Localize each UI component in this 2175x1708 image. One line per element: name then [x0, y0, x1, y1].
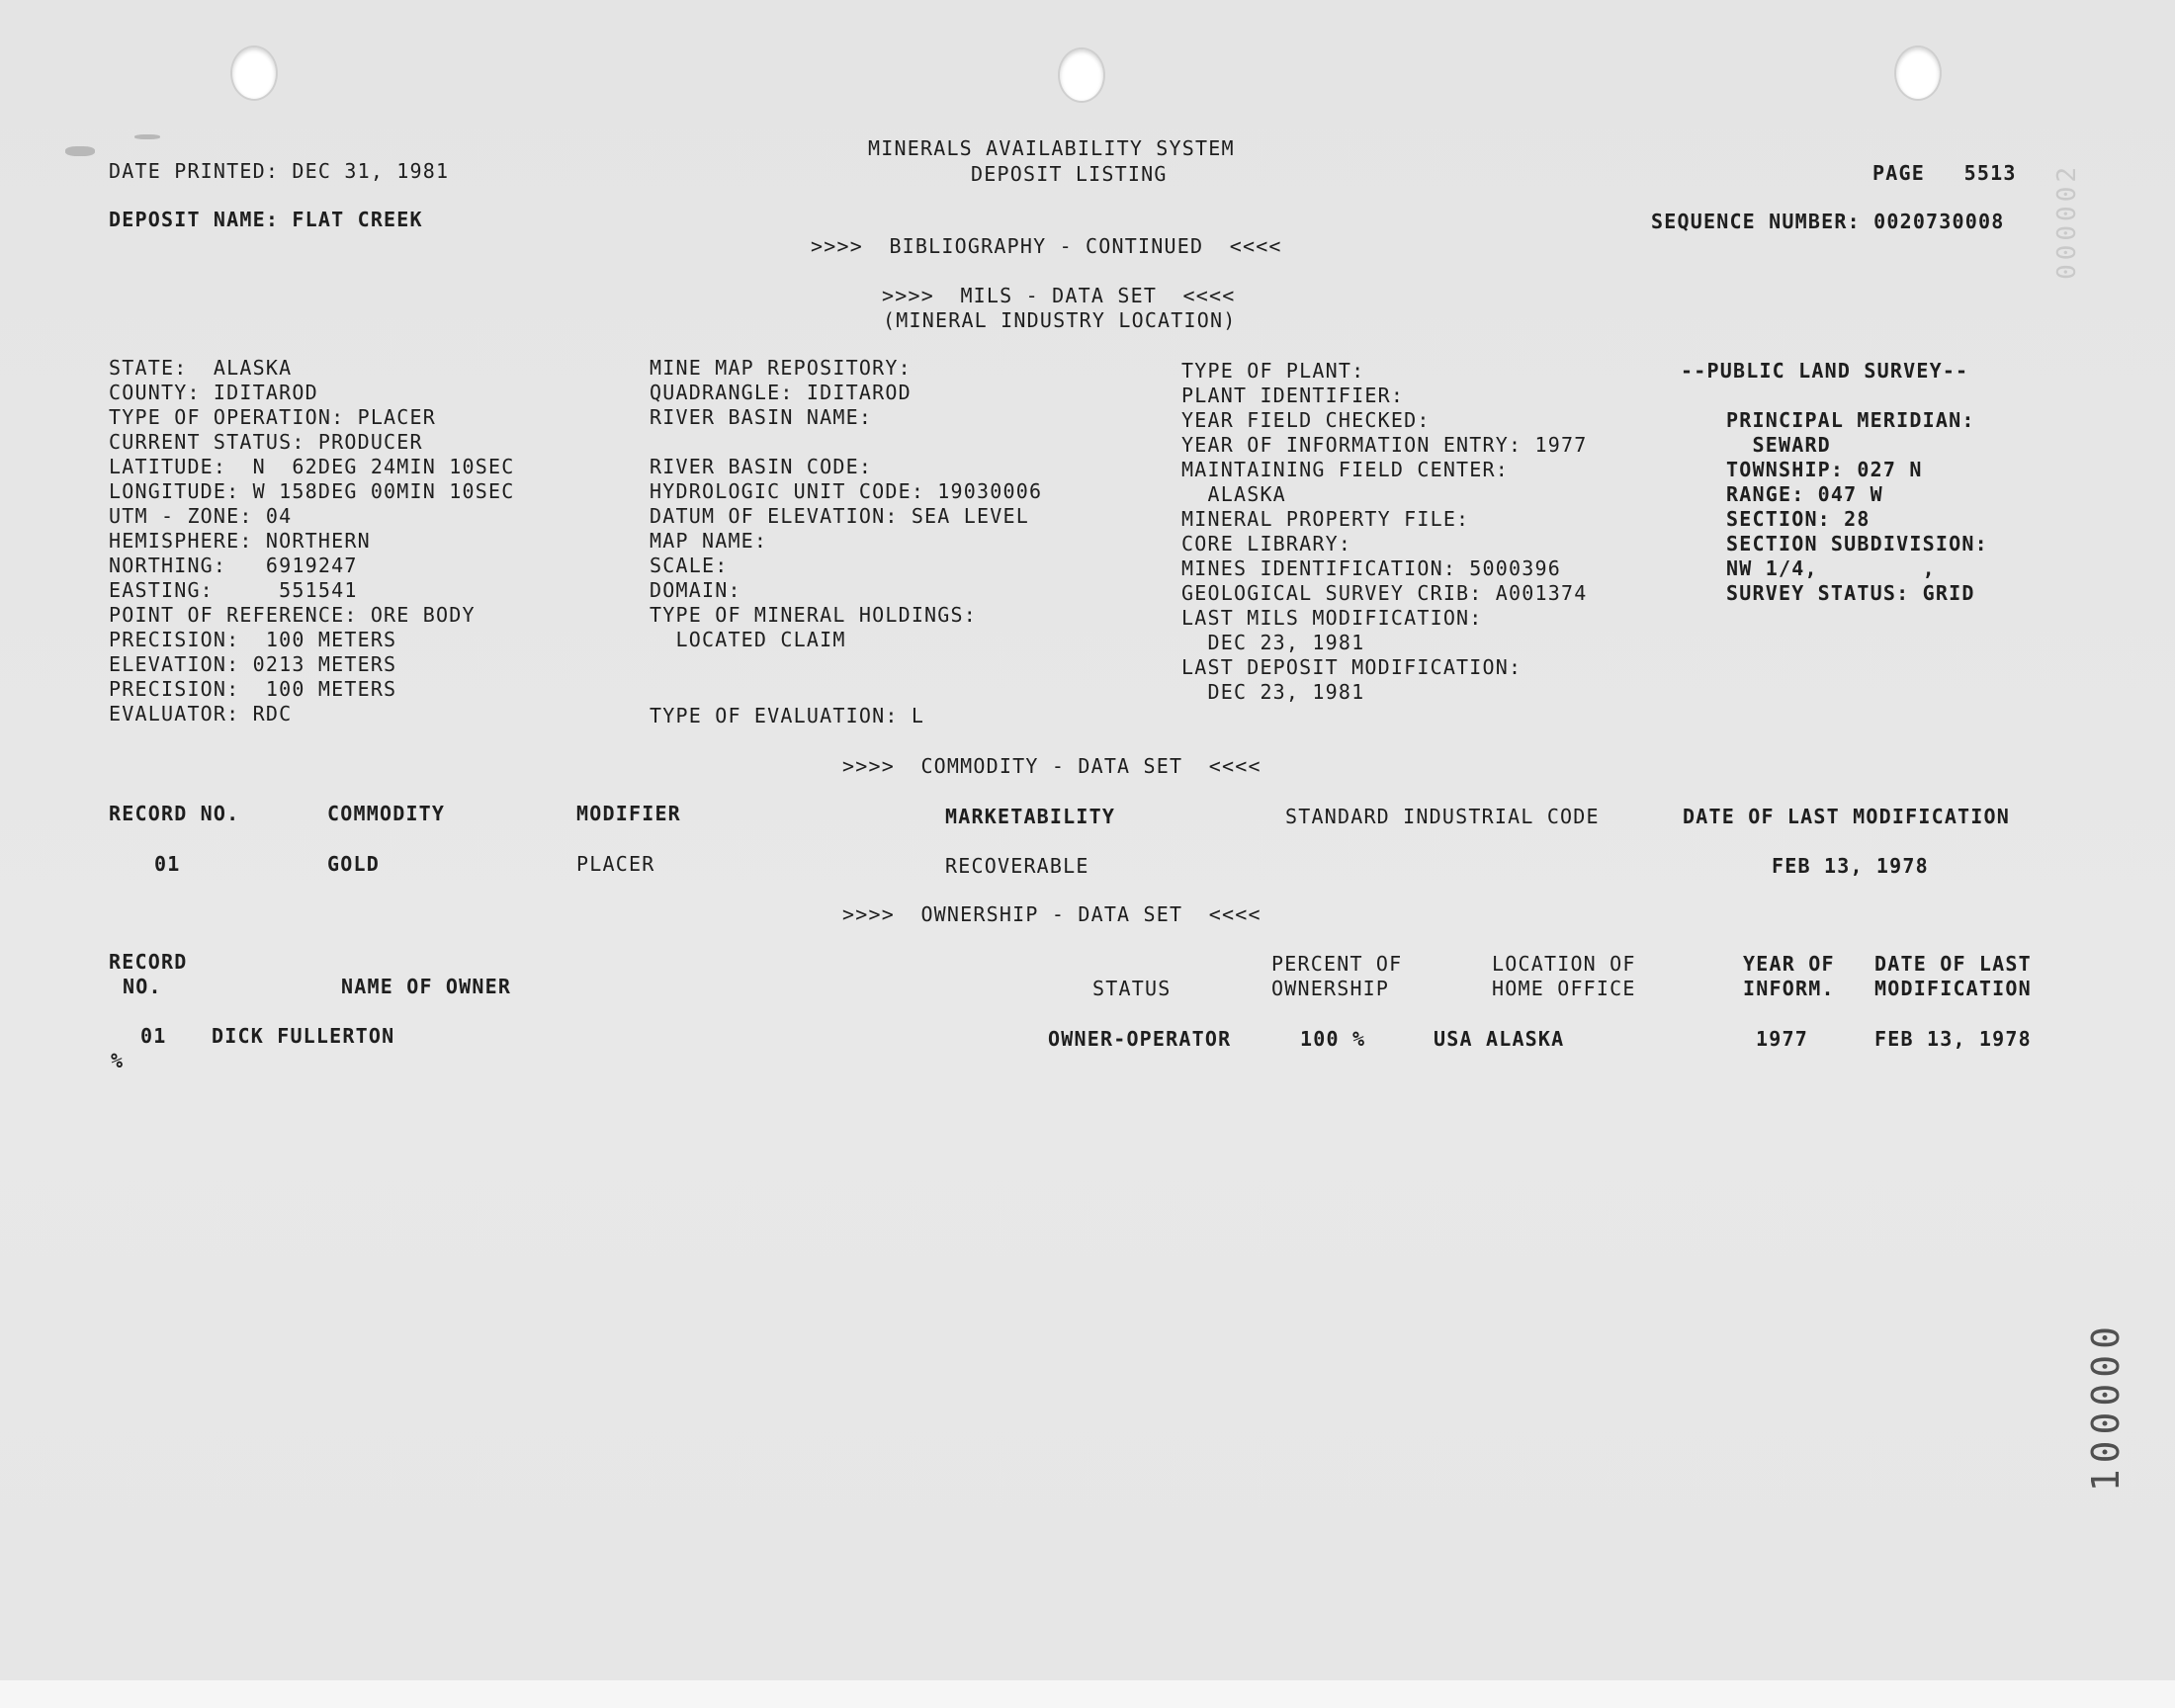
principal-meridian-field: PRINCIPAL MERIDIAN: — [1726, 408, 1975, 432]
elevation-precision-field: PRECISION: 100 METERS — [109, 677, 397, 701]
evaluation-type-field: TYPE OF EVALUATION: L — [650, 704, 925, 727]
ghost-stamp: 000002 — [2052, 163, 2082, 280]
owner-col-percent-1: PERCENT OF — [1271, 952, 1403, 976]
principal-meridian-value: SEWARD — [1726, 433, 1831, 457]
river-basin-name-field: RIVER BASIN NAME: — [650, 405, 873, 429]
longitude-field: LONGITUDE: W 158DEG 00MIN 10SEC — [109, 479, 515, 503]
utm-zone-field: UTM - ZONE: 04 — [109, 504, 293, 528]
commodity-date: FEB 13, 1978 — [1772, 854, 1929, 878]
owner-location: USA ALASKA — [1434, 1027, 1565, 1051]
ink-smudge — [65, 146, 95, 156]
plant-type-field: TYPE OF PLANT: — [1181, 359, 1365, 383]
commodity-name: GOLD — [327, 852, 380, 876]
mines-id-field: MINES IDENTIFICATION: 5000396 — [1181, 556, 1561, 580]
county-field: COUNTY: IDITAROD — [109, 381, 318, 404]
last-deposit-mod-field: LAST DEPOSIT MODIFICATION: — [1181, 655, 1522, 679]
scan-margin — [0, 1680, 2175, 1708]
survey-crib-field: GEOLOGICAL SURVEY CRIB: A001374 — [1181, 581, 1588, 605]
township-field: TOWNSHIP: 027 N — [1726, 458, 1923, 481]
last-deposit-mod-value: DEC 23, 1981 — [1181, 680, 1365, 704]
map-name-field: MAP NAME: — [650, 529, 768, 553]
northing-field: NORTHING: 6919247 — [109, 554, 358, 577]
reference-point-field: POINT OF REFERENCE: ORE BODY — [109, 603, 476, 627]
survey-status-field: SURVEY STATUS: GRID — [1726, 581, 1975, 605]
owner-col-date-1: DATE OF LAST — [1874, 952, 2032, 976]
col-sic: STANDARD INDUSTRIAL CODE — [1285, 805, 1600, 828]
field-center-field: MAINTAINING FIELD CENTER: — [1181, 458, 1510, 481]
col-commodity: COMMODITY — [327, 802, 446, 825]
land-survey-heading: --PUBLIC LAND SURVEY-- — [1681, 359, 1969, 383]
col-last-modification: DATE OF LAST MODIFICATION — [1683, 805, 2011, 828]
commodity-modifier: PLACER — [576, 852, 655, 876]
year-info-entry-field: YEAR OF INFORMATION ENTRY: 1977 — [1181, 433, 1588, 457]
domain-field: DOMAIN: — [650, 578, 741, 602]
owner-col-record-1: RECORD — [109, 950, 188, 974]
col-modifier: MODIFIER — [576, 802, 681, 825]
mils-heading: >>>> MILS - DATA SET <<<< — [882, 284, 1236, 307]
page-number: PAGE 5513 — [1872, 161, 2017, 185]
col-marketability: MARKETABILITY — [945, 805, 1116, 828]
owner-col-record-2: NO. — [123, 975, 162, 998]
end-of-record-mark: % — [111, 1049, 125, 1072]
easting-field: EASTING: 551541 — [109, 578, 358, 602]
system-title: MINERALS AVAILABILITY SYSTEM — [868, 136, 1235, 160]
owner-col-status: STATUS — [1092, 977, 1172, 1000]
section-field: SECTION: 28 — [1726, 507, 1870, 531]
owner-year: 1977 — [1756, 1027, 1808, 1051]
evaluator-field: EVALUATOR: RDC — [109, 702, 293, 726]
date-printed: DATE PRINTED: DEC 31, 1981 — [109, 159, 450, 183]
deposit-name: DEPOSIT NAME: FLAT CREEK — [109, 208, 423, 231]
col-record-no: RECORD NO. — [109, 802, 240, 825]
owner-col-location-2: HOME OFFICE — [1492, 977, 1636, 1000]
section-subdivision-field: SECTION SUBDIVISION: — [1726, 532, 1988, 555]
owner-percent: 100 % — [1300, 1027, 1366, 1051]
core-library-field: CORE LIBRARY: — [1181, 532, 1352, 555]
owner-col-location-1: LOCATION OF — [1492, 952, 1636, 976]
hydrologic-unit-field: HYDROLOGIC UNIT CODE: 19030006 — [650, 479, 1043, 503]
punch-hole-center — [1058, 47, 1105, 103]
commodity-heading: >>>> COMMODITY - DATA SET <<<< — [842, 754, 1262, 778]
latitude-field: LATITUDE: N 62DEG 24MIN 10SEC — [109, 455, 515, 478]
river-basin-code-field: RIVER BASIN CODE: — [650, 455, 873, 478]
owner-date: FEB 13, 1978 — [1874, 1027, 2032, 1051]
quadrangle-field: QUADRANGLE: IDITAROD — [650, 381, 912, 404]
hemisphere-field: HEMISPHERE: NORTHERN — [109, 529, 371, 553]
datum-elevation-field: DATUM OF ELEVATION: SEA LEVEL — [650, 504, 1029, 528]
operation-type-field: TYPE OF OPERATION: PLACER — [109, 405, 437, 429]
commodity-marketability: RECOVERABLE — [945, 854, 1089, 878]
mils-subheading: (MINERAL INDUSTRY LOCATION) — [883, 308, 1237, 332]
punch-hole-left — [230, 45, 278, 101]
elevation-field: ELEVATION: 0213 METERS — [109, 652, 397, 676]
current-status-field: CURRENT STATUS: PRODUCER — [109, 430, 423, 454]
owner-col-percent-2: OWNERSHIP — [1271, 977, 1390, 1000]
section-subdivision-value: NW 1/4, , — [1726, 556, 1936, 580]
listing-title: DEPOSIT LISTING — [971, 162, 1168, 186]
punch-hole-right — [1894, 45, 1942, 101]
owner-col-name: NAME OF OWNER — [341, 975, 512, 998]
mineral-holdings-value: LOCATED CLAIM — [650, 628, 846, 651]
last-mils-mod-value: DEC 23, 1981 — [1181, 631, 1365, 654]
scale-field: SCALE: — [650, 554, 729, 577]
last-mils-mod-field: LAST MILS MODIFICATION: — [1181, 606, 1483, 630]
owner-col-year-1: YEAR OF — [1743, 952, 1835, 976]
owner-col-date-2: MODIFICATION — [1874, 977, 2032, 1000]
range-field: RANGE: 047 W — [1726, 482, 1883, 506]
owner-record-no: 01 — [140, 1024, 167, 1048]
owner-col-year-2: INFORM. — [1743, 977, 1835, 1000]
mine-map-repository-field: MINE MAP REPOSITORY: — [650, 356, 912, 380]
property-file-field: MINERAL PROPERTY FILE: — [1181, 507, 1470, 531]
commodity-record-no: 01 — [154, 852, 181, 876]
margin-stamp: 100000 — [2084, 1321, 2128, 1493]
owner-name: DICK FULLERTON — [212, 1024, 395, 1048]
precision-field: PRECISION: 100 METERS — [109, 628, 397, 651]
year-field-checked: YEAR FIELD CHECKED: — [1181, 408, 1431, 432]
sequence-number: SEQUENCE NUMBER: 0020730008 — [1651, 210, 2005, 233]
state-field: STATE: ALASKA — [109, 356, 293, 380]
bibliography-heading: >>>> BIBLIOGRAPHY - CONTINUED <<<< — [811, 234, 1282, 258]
owner-status: OWNER-OPERATOR — [1048, 1027, 1232, 1051]
plant-identifier-field: PLANT IDENTIFIER: — [1181, 384, 1405, 407]
ink-smudge — [134, 134, 160, 139]
field-center-value: ALASKA — [1181, 482, 1286, 506]
mineral-holdings-field: TYPE OF MINERAL HOLDINGS: — [650, 603, 978, 627]
ownership-heading: >>>> OWNERSHIP - DATA SET <<<< — [842, 902, 1262, 926]
